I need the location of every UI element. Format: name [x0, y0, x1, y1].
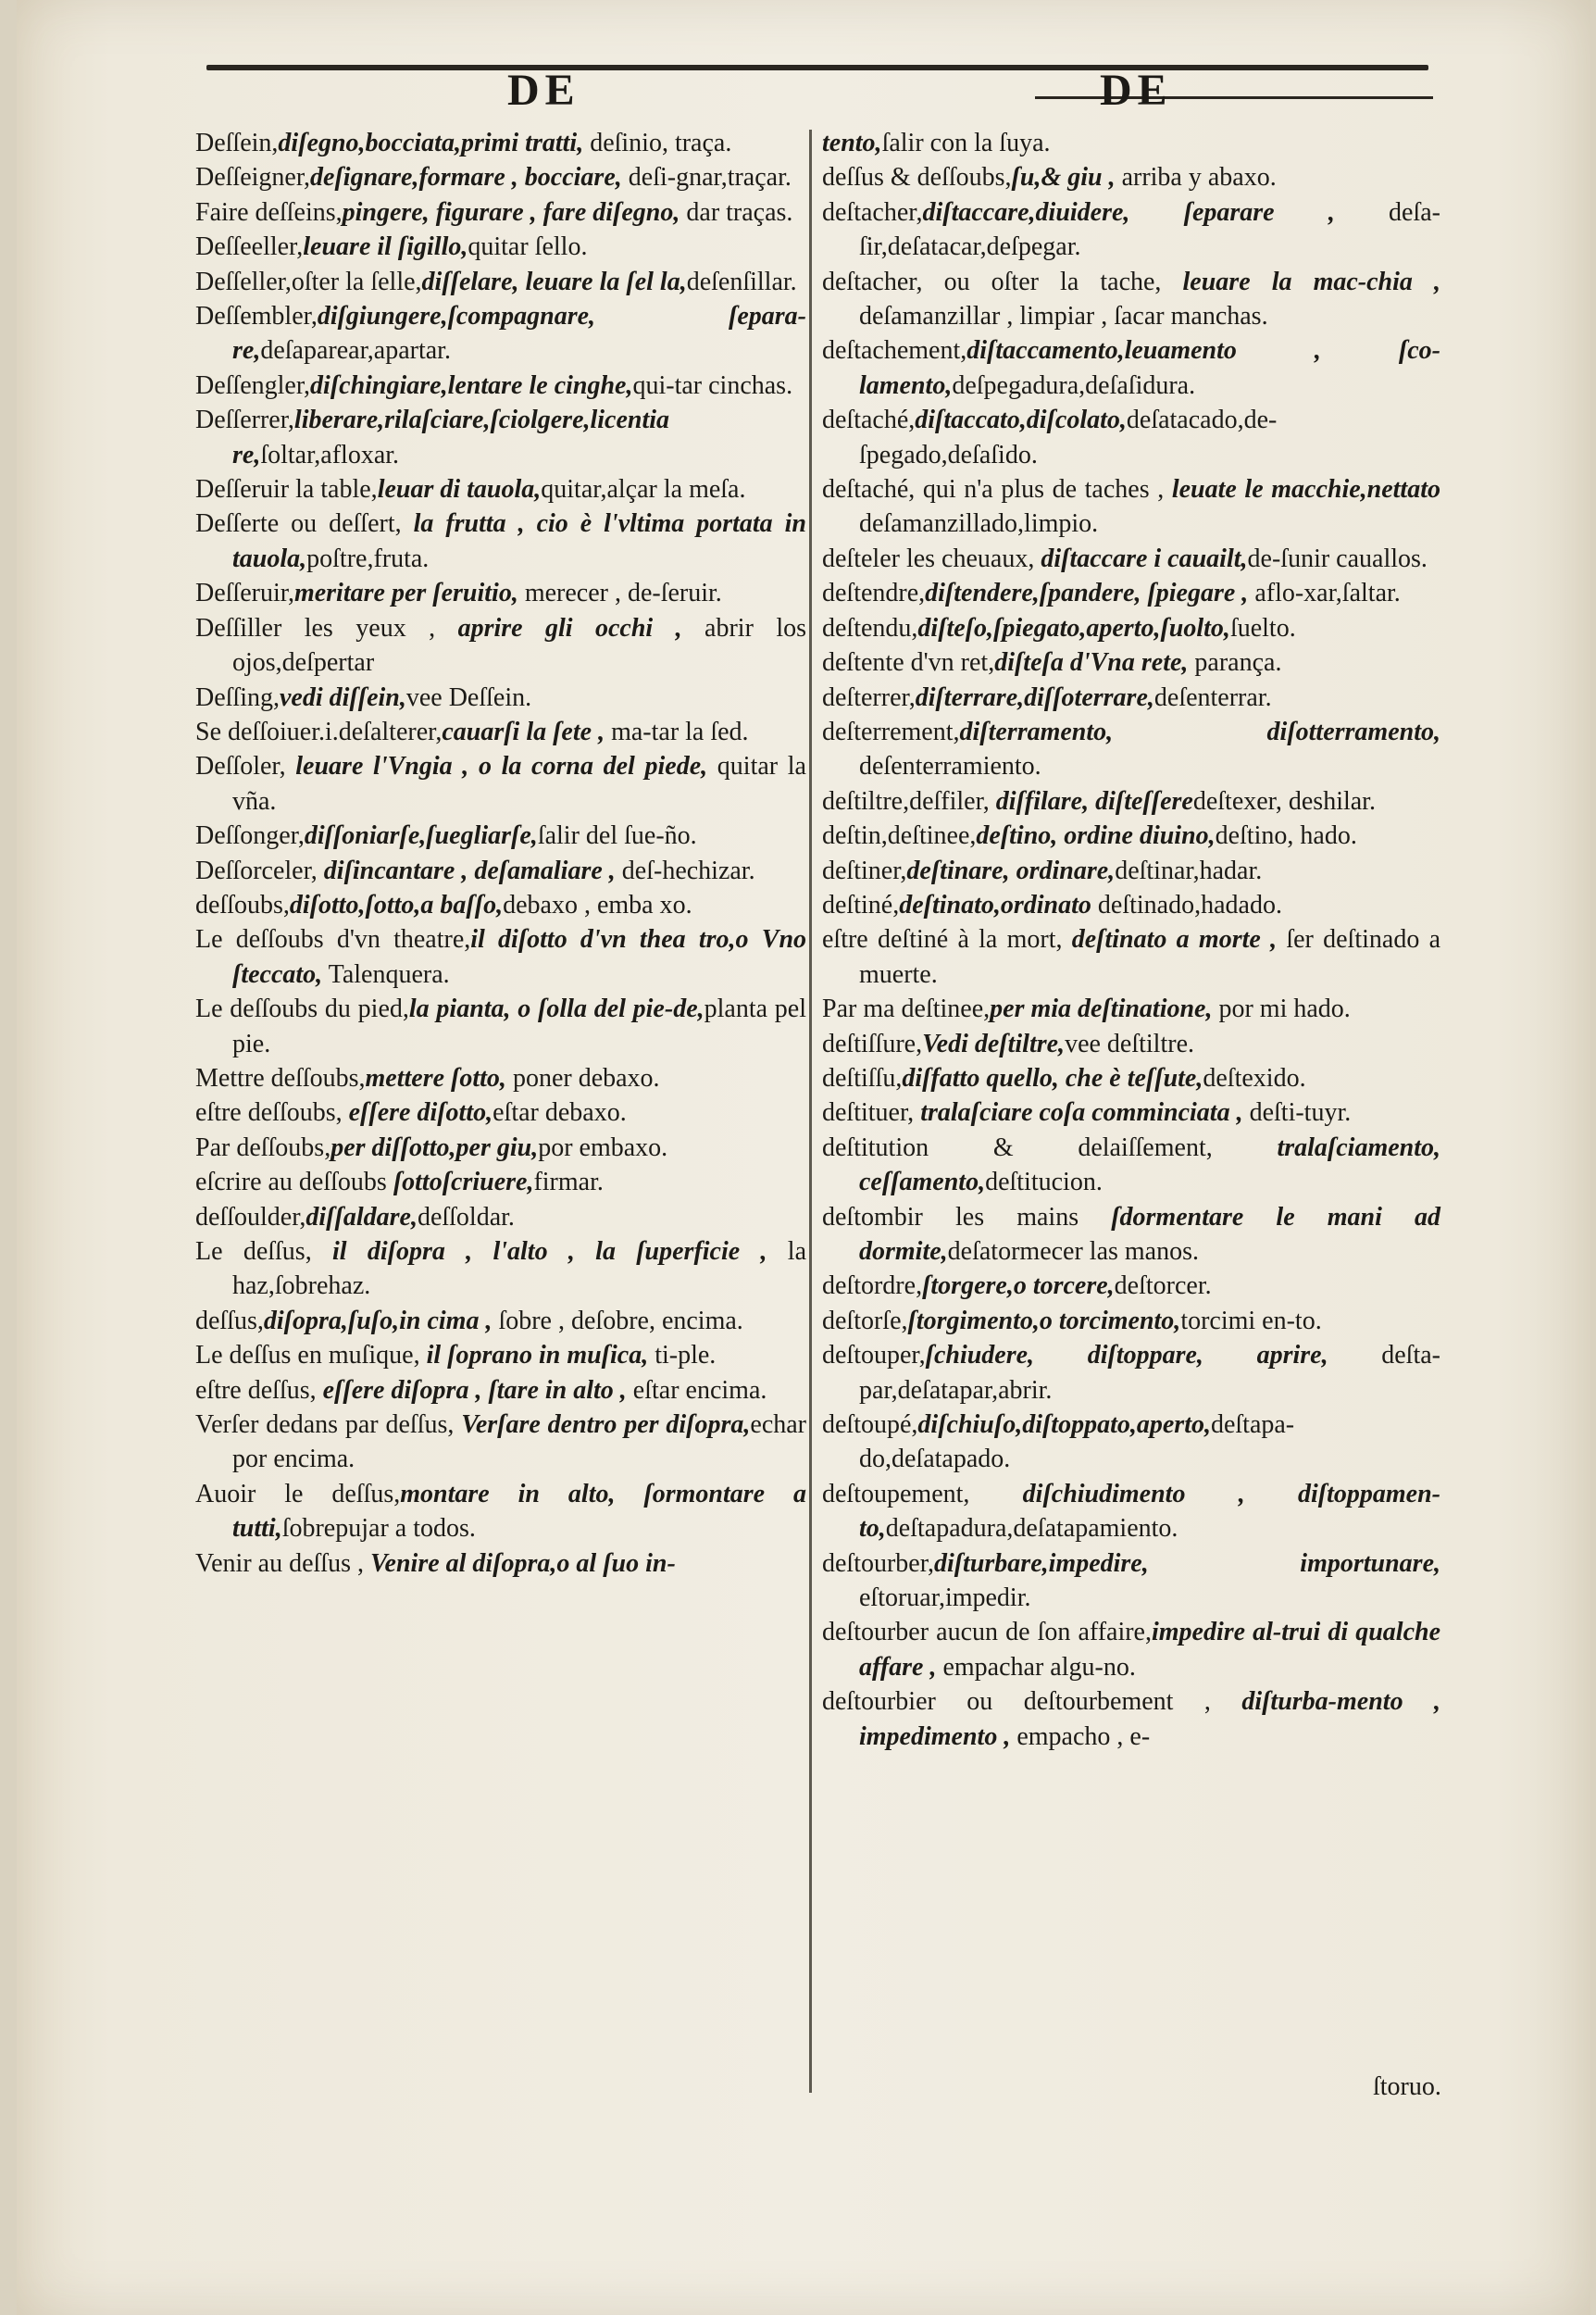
headword: Deſſeeller,: [195, 232, 304, 262]
dictionary-entry: [195, 681, 806, 715]
headword: deſſoubs,: [195, 890, 290, 920]
headword: deſtourbier ou deſtourbement ,: [822, 1687, 1242, 1717]
dictionary-entry: [195, 715, 806, 749]
dictionary-entry: [822, 472, 1440, 542]
dictionary-entry: [822, 1061, 1440, 1095]
headword: deſtouper,: [822, 1341, 926, 1370]
italian-gloss: tralaſciare coſa comminciata ,: [920, 1098, 1243, 1128]
dictionary-entry: [822, 645, 1440, 680]
spanish-gloss: debaxo , emba xo.: [503, 890, 692, 920]
spanish-gloss: parança.: [1188, 648, 1282, 678]
dictionary-entry: [195, 1165, 806, 1199]
italian-gloss: leuate le macchie,nettato: [1171, 475, 1440, 505]
dictionary-entry: [822, 333, 1440, 403]
dictionary-entry: [822, 922, 1440, 992]
spanish-gloss: torcimi en-to.: [1180, 1306, 1322, 1335]
spanish-gloss: vee Deſſein.: [405, 682, 532, 712]
dictionary-entry: [195, 819, 806, 853]
spanish-gloss: deſenſillar.: [686, 267, 797, 296]
spanish-gloss: eſtar debaxo.: [493, 1098, 627, 1128]
headword: Se deſſoiuer.i.deſalterer,: [195, 717, 443, 746]
headword: deſtin,deſtinee,: [822, 821, 977, 851]
headword: Mettre deſſoubs,: [195, 1063, 366, 1093]
headword: Par ma deſtinee,: [822, 995, 991, 1024]
italian-gloss: Vedi deſtiltre,: [922, 1029, 1066, 1058]
italian-gloss: per diſſotto,per giu,: [330, 1132, 539, 1162]
italian-gloss: diſteſo,ſpiegato,aperto,ſuolto,: [917, 613, 1230, 643]
spanish-gloss: ſobrepujar a todos.: [281, 1514, 476, 1544]
spanish-gloss: deſ-hechizar.: [615, 856, 755, 885]
italian-gloss: impedire al-trui di qualche affare ,: [859, 1618, 1441, 1682]
headword: deſtorſe,: [822, 1306, 908, 1335]
dictionary-entry: [195, 1546, 806, 1581]
headword: deſſoulder,: [195, 1202, 306, 1232]
dictionary-entry: [195, 888, 806, 922]
dictionary-entry: [822, 1027, 1440, 1061]
headword: deſtordre,: [822, 1271, 923, 1301]
spanish-gloss: ti-ple.: [648, 1341, 717, 1370]
italian-gloss: diſtendere,ſpandere, ſpiegare ,: [925, 579, 1249, 608]
dictionary-entry: [195, 1373, 806, 1408]
dictionary-entry: [822, 126, 1440, 160]
dictionary-entry: [822, 992, 1440, 1026]
dictionary-entry: [822, 1095, 1440, 1130]
headword: deſſus & deſſoubs,: [822, 163, 1012, 193]
spanish-gloss: deſtexer, deshilar.: [1192, 786, 1376, 816]
dictionary-entry: [195, 507, 806, 576]
headword: deſtoupement,: [822, 1479, 1023, 1508]
headword: Deſſeruir la table,: [195, 475, 378, 505]
dictionary-entry: [822, 1615, 1440, 1684]
headword: Auoir le deſſus,: [195, 1479, 401, 1508]
headword: Deſſonger,: [195, 821, 305, 851]
spanish-gloss: deſa-ſir,deſatacar,deſpegar.: [859, 197, 1440, 262]
headword: deſtombir les mains: [822, 1202, 1112, 1232]
headword: eſcrire au deſſoubs: [195, 1168, 393, 1197]
spanish-gloss: por embaxo.: [538, 1132, 668, 1162]
italian-gloss: leuare l'Vngia , o la corna del piede,: [295, 752, 708, 782]
spanish-gloss: firmar.: [533, 1168, 604, 1197]
dictionary-entry: [195, 265, 806, 299]
spanish-gloss: planta pel pie.: [232, 995, 806, 1058]
spanish-gloss: deſtexido.: [1203, 1063, 1306, 1093]
spanish-gloss: empacho , e-: [1010, 1721, 1151, 1751]
dictionary-entry: [195, 160, 806, 194]
header-rule-right: [1035, 96, 1433, 99]
headword: Faire deſſeins,: [195, 197, 343, 227]
spanish-gloss: vee deſtiltre.: [1065, 1029, 1194, 1058]
dictionary-entry: [822, 784, 1440, 819]
spanish-gloss: poner debaxo.: [505, 1063, 660, 1093]
italian-gloss: diſchingiare,lentare le cinghe,: [310, 370, 633, 400]
headword: Le deſſus en muſique,: [195, 1341, 427, 1370]
headword: Deſſerrer,: [195, 406, 294, 435]
headword: deſtourber aucun de ſon affaire,: [822, 1618, 1152, 1647]
spanish-gloss: deſtino, hado.: [1215, 821, 1357, 851]
dictionary-entry: [195, 922, 806, 992]
italian-gloss: leuare il ſigillo,: [303, 232, 468, 262]
dictionary-entry: [195, 1408, 806, 1477]
headword: Deſſeruir,: [195, 579, 294, 608]
italian-gloss: deſtinare, ordinare,: [906, 856, 1116, 885]
headword: Le deſſus,: [195, 1237, 333, 1266]
headword: deſtiſſure,: [822, 1029, 923, 1058]
spanish-gloss: eſtoruar,impedir.: [859, 1583, 1031, 1613]
italian-gloss: ſdormentare le mani ad dormite,: [859, 1202, 1440, 1266]
spanish-gloss: quitar,alçar la meſa.: [541, 475, 746, 505]
spanish-gloss: deſta-par,deſatapar,abrir.: [859, 1341, 1440, 1405]
italian-gloss: diſfatto quello, che è teſſute,: [902, 1063, 1203, 1093]
headword: eſtre deſtiné à la mort,: [822, 925, 1072, 955]
headword: deſtendre,: [822, 579, 926, 608]
headword: deſtacher, ou oſter la tache,: [822, 267, 1183, 296]
italian-gloss: leuare la mac-chia ,: [1182, 267, 1440, 296]
italian-gloss: diſturba-mento , impedimento ,: [859, 1687, 1440, 1751]
column-divider: [809, 130, 812, 2093]
italian-gloss: diſſaldare,: [305, 1202, 418, 1232]
left-column: [195, 126, 806, 1581]
italian-gloss: diſegno,bocciata,primi tratti,: [278, 129, 584, 157]
spanish-gloss: abrir los ojos,deſpertar: [232, 613, 807, 678]
italian-gloss: la pianta, o ſolla del pie-de,: [408, 995, 704, 1024]
spanish-gloss: deſſoldar.: [417, 1202, 515, 1232]
dictionary-entry: [822, 576, 1440, 610]
headword: Venir au deſſus ,: [195, 1548, 370, 1578]
headword: Deſſein,: [195, 129, 279, 157]
italian-gloss: tralaſciamento, ceſſamento,: [859, 1132, 1440, 1197]
headword: deſtaché, qui n'a plus de taches ,: [822, 475, 1172, 505]
italian-gloss: ſottoſcriuere,: [393, 1168, 534, 1197]
spanish-gloss: merecer , de-ſeruir.: [517, 579, 722, 608]
spanish-gloss: deſtapa-do,deſatapado.: [859, 1410, 1295, 1474]
dictionary-entry: [195, 1304, 806, 1338]
dictionary-entry: [822, 160, 1440, 194]
dictionary-entry: [195, 1061, 806, 1095]
italian-gloss: tento,: [822, 129, 882, 157]
dictionary-entry: [195, 1095, 806, 1130]
headword: Le deſſoubs du pied,: [195, 995, 409, 1024]
spanish-gloss: deſamanzillado,limpio.: [859, 509, 1099, 539]
spanish-gloss: empachar algu-no.: [936, 1652, 1136, 1682]
dictionary-entry: [195, 230, 806, 264]
dictionary-entry: [195, 749, 806, 819]
headword: Deſſiller les yeux ,: [195, 613, 458, 643]
dictionary-entry: [822, 819, 1440, 853]
dictionary-entry: [822, 1546, 1440, 1616]
spanish-gloss: qui-tar cinchas.: [632, 370, 793, 400]
italian-gloss: pingere, figurare , fare diſegno,: [342, 197, 680, 227]
spanish-gloss: deſinio, traça.: [583, 129, 732, 157]
dictionary-entry: [195, 854, 806, 888]
italian-gloss: Verſare dentro per diſopra,: [461, 1410, 751, 1440]
spanish-gloss: deſtinado,hadado.: [1097, 890, 1282, 920]
headword: Deſſengler,: [195, 370, 311, 400]
spanish-gloss: por mi hado.: [1212, 995, 1351, 1024]
italian-gloss: vedi diſſein,: [280, 682, 406, 712]
headword: deſtente d'vn ret,: [822, 648, 995, 678]
dictionary-entry: [822, 542, 1440, 576]
headword: deſtachement,: [822, 336, 967, 366]
dictionary-entry: [195, 576, 806, 610]
headword: Deſſeigner,: [195, 163, 311, 193]
headword: deſtiltre,deſfiler,: [822, 786, 996, 816]
dictionary-entry: [195, 369, 806, 403]
italian-gloss: diſtaccato,diſcolato,: [915, 406, 1127, 435]
spanish-gloss: ſuelto.: [1229, 613, 1296, 643]
headword: Deſſing,: [195, 682, 280, 712]
italian-gloss: diſteſa d'Vna rete,: [994, 648, 1189, 678]
headword: deſterrement,: [822, 717, 960, 746]
italian-gloss: la frutta , cio è l'vltima portata in tauola,: [232, 509, 806, 573]
running-head-right: DE: [1100, 66, 1173, 115]
italian-gloss: diſtaccare,diuidere, ſeparare ,: [922, 197, 1335, 227]
dictionary-entry: [822, 888, 1440, 922]
spanish-gloss: deſatormecer las manos.: [947, 1237, 1200, 1266]
italian-gloss: Venire al diſopra,o al ſuo in-: [369, 1548, 676, 1578]
italian-gloss: ſchiudere, diſtoppare, aprire,: [925, 1341, 1328, 1370]
headword: Deſſembler,: [195, 302, 318, 332]
spanish-gloss: Talenquera.: [322, 959, 450, 989]
spanish-gloss: deſtitucion.: [985, 1168, 1103, 1197]
spanish-gloss: arriba y abaxo.: [1115, 163, 1277, 193]
italian-gloss: deſtino, ordine diuino,: [976, 821, 1216, 851]
italian-gloss: diſterrare,diſſoterrare,: [915, 682, 1154, 712]
spanish-gloss: deſti-tuyr.: [1242, 1098, 1352, 1128]
dictionary-entry: [822, 611, 1440, 645]
dictionary-entry: [822, 1684, 1440, 1754]
dictionary-entry: [195, 611, 806, 681]
headword: deſtourber,: [822, 1548, 934, 1578]
italian-gloss: il ſoprano in muſica,: [426, 1341, 649, 1370]
headword: Deſſoler,: [195, 752, 296, 782]
headword: deſſus,: [195, 1306, 264, 1335]
italian-gloss: diſſoniarſe,ſuegliarſe,: [304, 821, 538, 851]
dictionary-entry: [195, 126, 806, 160]
italian-gloss: diſtaccamento,leuamento , ſco-lamento,: [859, 336, 1440, 400]
italian-gloss: deſignare,formare , bocciare,: [310, 163, 622, 193]
spanish-gloss: deſatacado,de-ſpegado,deſaſido.: [859, 406, 1278, 469]
dictionary-entry: [195, 1338, 806, 1372]
header-rule: [206, 65, 1428, 70]
spanish-gloss: ſalir del ſue-ño.: [537, 821, 697, 851]
italian-gloss: aprire gli occhi ,: [457, 613, 682, 643]
italian-gloss: liberare,rilaſciare,ſciolgere,licentia re,: [232, 406, 670, 469]
italian-gloss: diſchiuſo,diſtoppato,aperto,: [917, 1410, 1211, 1440]
spanish-gloss: quitar ſello.: [468, 232, 588, 262]
italian-gloss: meritare per ſeruitio,: [293, 579, 518, 608]
dictionary-entry: [822, 1304, 1440, 1338]
headword: deſteler les cheuaux,: [822, 544, 1041, 573]
spanish-gloss: ſobre , deſobre, encima.: [492, 1306, 743, 1335]
spanish-gloss: deſtapadura,deſatapamiento.: [885, 1514, 1178, 1544]
italian-gloss: il diſotto d'vn thea tro,o Vno ſteccato,: [232, 925, 807, 989]
italian-gloss: diſturbare,impedire, importunare,: [933, 1548, 1440, 1578]
spanish-gloss: ſalir con la ſuya.: [881, 129, 1051, 157]
headword: Deſſerte ou deſſert,: [195, 509, 414, 539]
italian-gloss: eſſere diſopra , ſtare in alto ,: [322, 1375, 627, 1405]
spanish-gloss: deſtorcer.: [1114, 1271, 1212, 1301]
spanish-gloss: aflo-xar,ſaltar.: [1248, 579, 1401, 608]
spanish-gloss: eſtar encima.: [626, 1375, 767, 1405]
headword: deſtitution & delaiſſement,: [822, 1132, 1278, 1162]
headword: deſtoupé,: [822, 1410, 918, 1440]
dictionary-entry: [195, 1477, 806, 1546]
dictionary-entry: [195, 1131, 806, 1165]
dictionary-entry: [195, 992, 806, 1061]
spanish-gloss: deſpegadura,deſaſidura.: [952, 370, 1196, 400]
italian-gloss: per mia deſtinatione,: [990, 995, 1213, 1024]
spanish-gloss: la haz,ſobrehaz.: [232, 1237, 807, 1301]
catchword: ſtoruo.: [1373, 2072, 1441, 2101]
spanish-gloss: ſer deſtinado a muerte.: [859, 925, 1441, 989]
headword: deſtituer,: [822, 1098, 921, 1128]
dictionary-entry: [195, 1234, 806, 1304]
spanish-gloss: echar por encima.: [232, 1410, 806, 1474]
headword: eſtre deſſoubs,: [195, 1098, 349, 1128]
dictionary-entry: [822, 403, 1440, 472]
spanish-gloss: deſenterramiento.: [859, 752, 1041, 782]
italian-gloss: ſtorgimento,o torcimento,: [907, 1306, 1181, 1335]
italian-gloss: montare in alto, ſormontare a tutti,: [232, 1479, 806, 1544]
spanish-gloss: de-ſunir cauallos.: [1247, 544, 1428, 573]
italian-gloss: diſfilare, diſteſſere: [995, 786, 1193, 816]
headword: Le deſſoubs d'vn theatre,: [195, 925, 471, 955]
dictionary-entry: [822, 1338, 1440, 1408]
dictionary-entry: [822, 265, 1440, 334]
dictionary-entry: [195, 195, 806, 230]
spanish-gloss: ma-tar la ſed.: [605, 717, 749, 746]
right-column: [822, 126, 1440, 1754]
dictionary-entry: [822, 1408, 1440, 1477]
dictionary-entry: [822, 1269, 1440, 1303]
headword: deſtacher,: [822, 197, 923, 227]
headword: deſtiné,: [822, 890, 900, 920]
dictionary-entry: [822, 195, 1440, 265]
headword: deſtaché,: [822, 406, 916, 435]
dictionary-entry: [822, 1131, 1440, 1200]
italian-gloss: ſtorgere,o torcere,: [922, 1271, 1115, 1301]
headword: Verſer dedans par deſſus,: [195, 1410, 462, 1440]
spanish-gloss: deſamanzillar , limpiar , ſacar manchas.: [859, 302, 1268, 332]
book-page: [17, 0, 1590, 2315]
dictionary-entry: [195, 403, 806, 472]
italian-gloss: leuar di tauola,: [377, 475, 542, 505]
headword: Deſſeller,oſter la ſelle,: [195, 267, 422, 296]
headword: Deſſorceler,: [195, 856, 324, 885]
italian-gloss: ſu,& giu ,: [1011, 163, 1116, 193]
headword: deſtiner,: [822, 856, 907, 885]
headword: Par deſſoubs,: [195, 1132, 331, 1162]
headword: deſtiſſu,: [822, 1063, 903, 1093]
italian-gloss: diſincantare , deſamaliare ,: [323, 856, 616, 885]
italian-gloss: il diſopra , l'alto , la ſuperficie ,: [332, 1237, 767, 1266]
italian-gloss: diſotto,ſotto,a baſſo,: [289, 890, 504, 920]
dictionary-entry: [822, 715, 1440, 784]
italian-gloss: eſſere diſotto,: [348, 1098, 493, 1128]
italian-gloss: diſchiudimento , diſtoppamen-to,: [859, 1479, 1440, 1544]
spanish-gloss: ſoltar,afloxar.: [260, 440, 400, 469]
italian-gloss: deſtinato a morte ,: [1071, 925, 1278, 955]
headword: deſterrer,: [822, 682, 916, 712]
dictionary-entry: [822, 1200, 1440, 1270]
spanish-gloss: dar traças.: [680, 197, 793, 227]
headword: eſtre deſſus,: [195, 1375, 323, 1405]
italian-gloss: cauarſi la ſete ,: [442, 717, 605, 746]
dictionary-entry: [195, 299, 806, 369]
running-head-left: DE: [507, 66, 580, 115]
dictionary-entry: [822, 681, 1440, 715]
spanish-gloss: poſtre,fruta.: [306, 544, 430, 573]
spanish-gloss: deſtinar,hadar.: [1115, 856, 1263, 885]
headword: deſtendu,: [822, 613, 918, 643]
dictionary-entry: [195, 472, 806, 507]
spanish-gloss: quitar la vña.: [232, 752, 806, 816]
spanish-gloss: deſenterrar.: [1153, 682, 1272, 712]
italian-gloss: diſſelare, leuare la ſel la,: [421, 267, 687, 296]
italian-gloss: diſopra,ſuſo,in cima ,: [263, 1306, 493, 1335]
italian-gloss: deſtinato,ordinato: [899, 890, 1098, 920]
dictionary-entry: [195, 1200, 806, 1234]
italian-gloss: mettere ſotto,: [365, 1063, 506, 1093]
italian-gloss: diſterramento, diſotterramento,: [959, 717, 1440, 746]
italian-gloss: diſgiungere,ſcompagnare, ſepara-re,: [232, 302, 806, 366]
spanish-gloss: deſaparear,apartar.: [260, 336, 451, 366]
spanish-gloss: deſi-gnar,traçar.: [621, 163, 792, 193]
italian-gloss: diſtaccare i cauailt,: [1041, 544, 1248, 573]
dictionary-entry: [822, 854, 1440, 888]
dictionary-entry: [822, 1477, 1440, 1546]
